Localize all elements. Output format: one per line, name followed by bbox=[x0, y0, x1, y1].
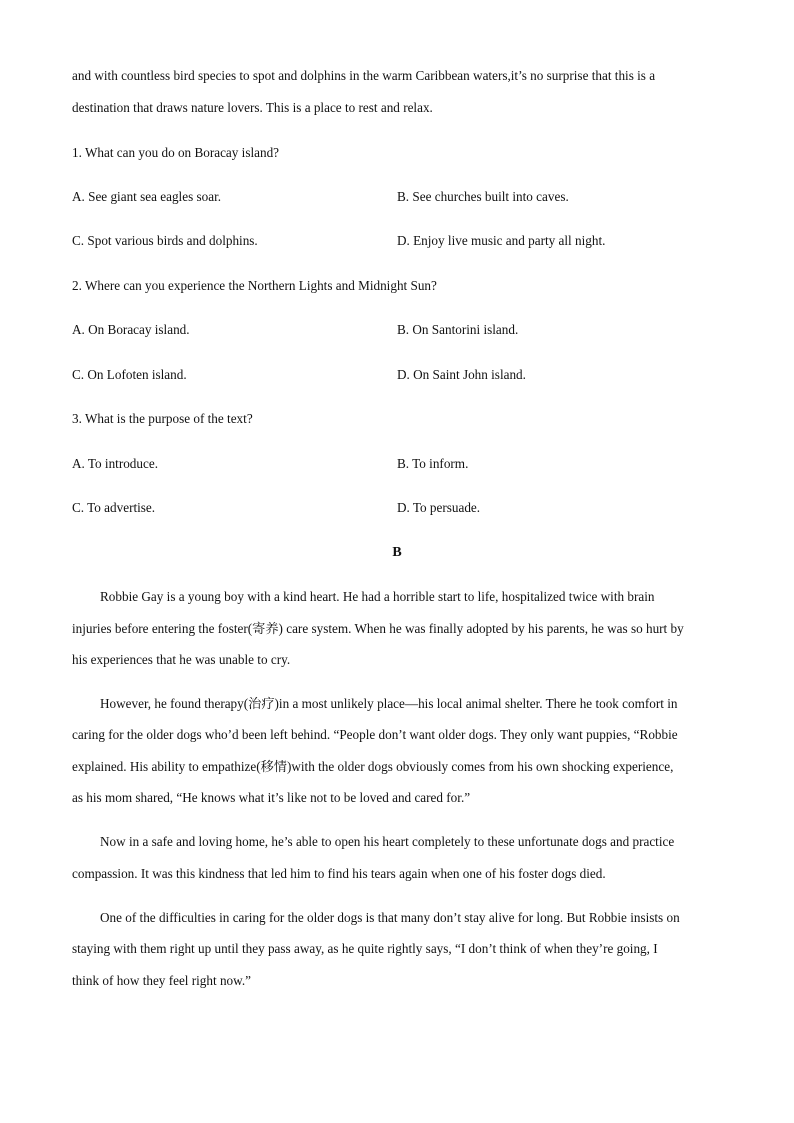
q3-option-c[interactable]: C. To advertise. bbox=[72, 500, 156, 515]
b-paragraph-1-line-3: his experiences that he was unable to cry. bbox=[72, 652, 291, 667]
q1-option-d[interactable]: D. Enjoy live music and party all night. bbox=[397, 233, 606, 248]
q2-option-a[interactable]: A. On Boracay island. bbox=[72, 322, 190, 337]
b-paragraph-1-line-1: Robbie Gay is a young boy with a kind heart. He had a horrible start to life, hospitalized twice with brain bbox=[100, 589, 655, 604]
b-paragraph-2-line-1: However, he found therapy(治疗)in a most unlikely place—his local animal shelter. There he took comfort in bbox=[100, 696, 678, 711]
q1-option-c[interactable]: C. Spot various birds and dolphins. bbox=[72, 233, 258, 248]
question-2: 2. Where can you experience the Northern Lights and Midnight Sun? bbox=[72, 278, 437, 293]
question-3: 3. What is the purpose of the text? bbox=[72, 411, 253, 426]
q2-option-d[interactable]: D. On Saint John island. bbox=[397, 367, 526, 382]
q2-option-c[interactable]: C. On Lofoten island. bbox=[72, 367, 187, 382]
intro-line-2: destination that draws nature lovers. This is a place to rest and relax. bbox=[72, 100, 433, 115]
b-paragraph-4-line-3: think of how they feel right now.” bbox=[72, 973, 251, 988]
q2-option-b[interactable]: B. On Santorini island. bbox=[397, 322, 519, 337]
b-paragraph-4-line-1: One of the difficulties in caring for the older dogs is that many don’t stay alive for long. But Robbie insists on bbox=[100, 910, 680, 925]
b-paragraph-3-line-1: Now in a safe and loving home, he’s able to open his heart completely to these unfortunate dogs and practice bbox=[100, 834, 675, 849]
b-paragraph-2-line-2: caring for the older dogs who’d been left behind. “People don’t want older dogs. They only want puppies, “Robbie bbox=[72, 727, 678, 742]
q3-option-a[interactable]: A. To introduce. bbox=[72, 456, 159, 471]
b-paragraph-2-line-4: as his mom shared, “He knows what it’s like not to be loved and cared for.” bbox=[72, 790, 471, 805]
question-1: 1. What can you do on Boracay island? bbox=[72, 145, 280, 160]
intro-line-1: and with countless bird species to spot and dolphins in the warm Caribbean waters,it’s no surprise that this is a bbox=[72, 68, 656, 83]
b-paragraph-3-line-2: compassion. It was this kindness that led him to find his tears again when one of his foster dogs died. bbox=[72, 866, 606, 881]
q1-option-a[interactable]: A. See giant sea eagles soar. bbox=[72, 189, 222, 204]
b-paragraph-2-line-3: explained. His ability to empathize(移情)with the older dogs obviously comes from his own shocking experience, bbox=[72, 759, 674, 774]
q3-option-b[interactable]: B. To inform. bbox=[397, 456, 469, 471]
q3-option-d[interactable]: D. To persuade. bbox=[397, 500, 481, 515]
b-paragraph-4-line-2: staying with them right up until they pass away, as he quite rightly says, “I don’t think of when they’re going, I bbox=[72, 941, 658, 956]
b-paragraph-1-line-2: injuries before entering the foster(寄养) care system. When he was finally adopted by his parents, he was so hurt by bbox=[72, 621, 684, 636]
section-b-heading: B bbox=[392, 545, 402, 560]
q1-option-b[interactable]: B. See churches built into caves. bbox=[397, 189, 569, 204]
